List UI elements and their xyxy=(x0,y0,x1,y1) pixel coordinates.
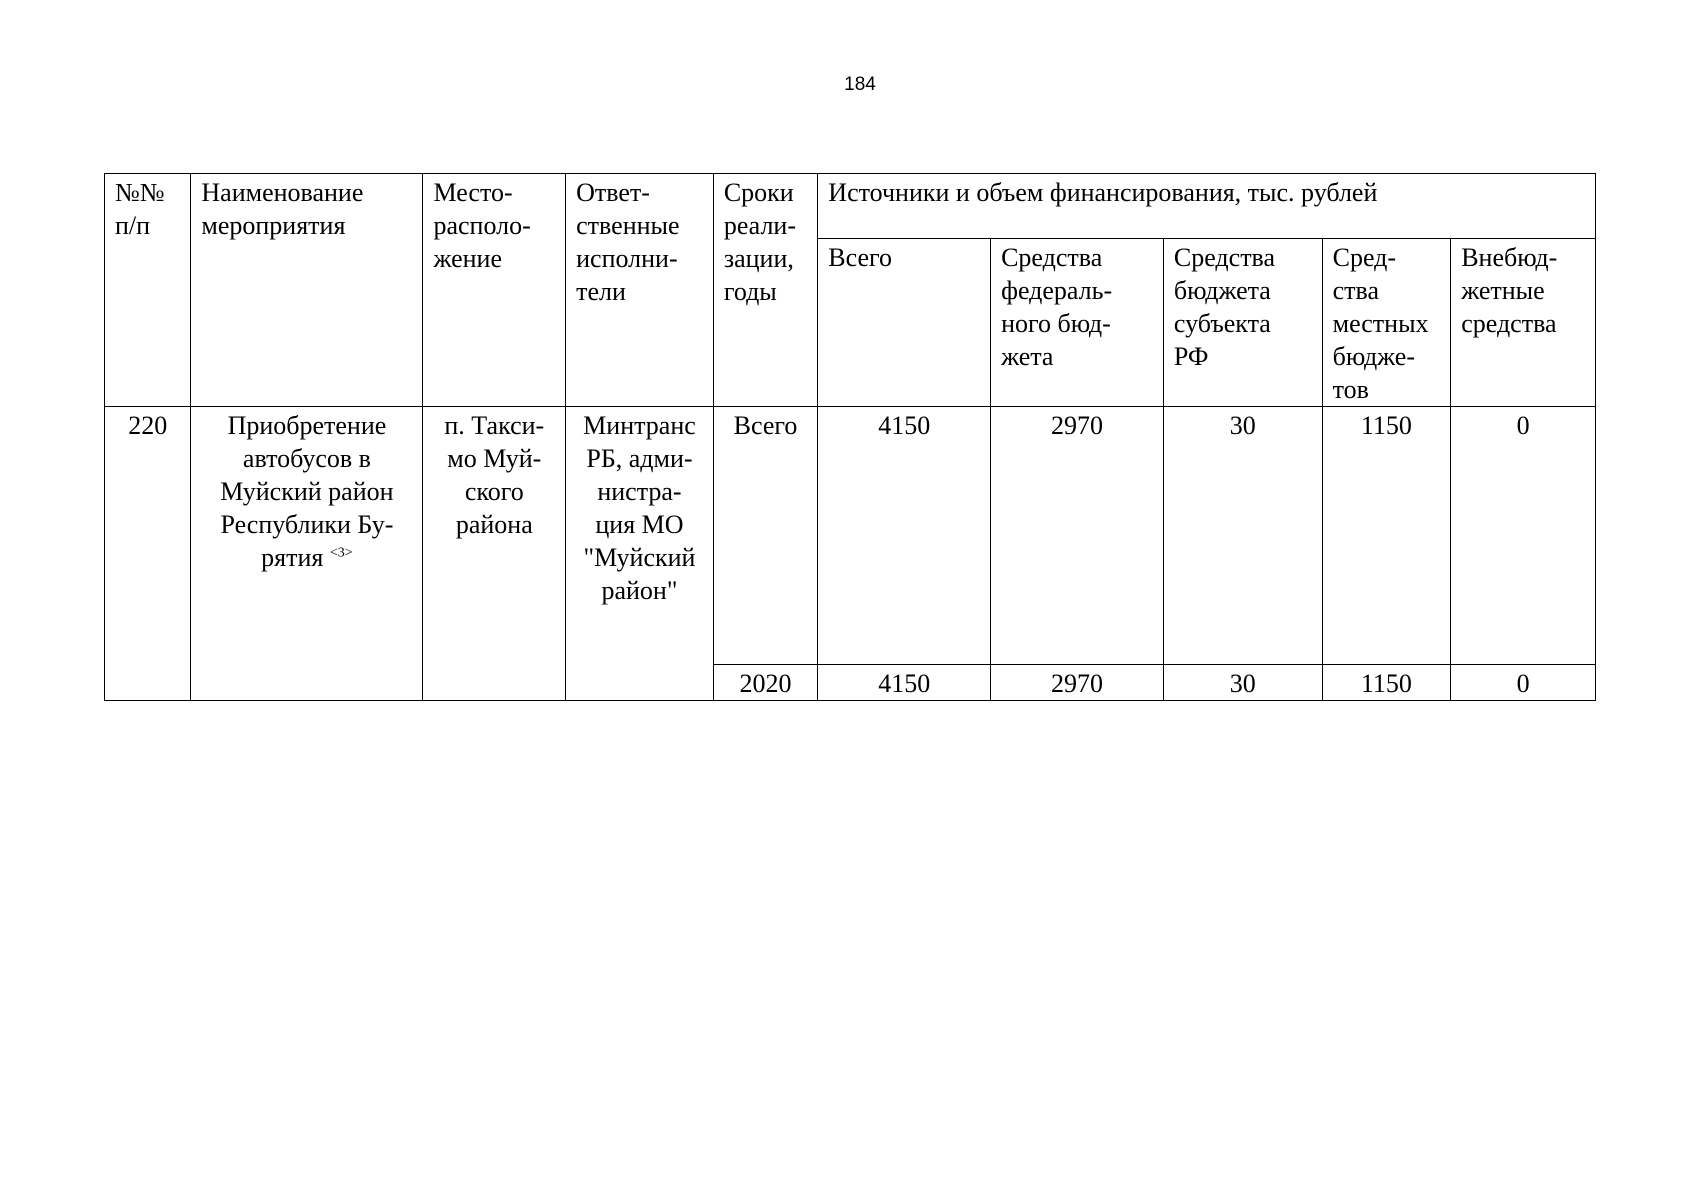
subrow-year-extrabudget: 0 xyxy=(1451,665,1596,701)
header-period: Сроки реали- зации, годы xyxy=(713,174,817,407)
header-extrabudget: Внебюд- жетные средства xyxy=(1451,239,1596,407)
header-location: Место- располо- жение xyxy=(423,174,566,407)
header-regional: Средства бюджета субъекта РФ xyxy=(1163,239,1322,407)
subrow-year-period: 2020 xyxy=(713,665,817,701)
subrow-year-total: 4150 xyxy=(818,665,991,701)
row-responsible: Минтранс РБ, адми- нистра- ция МО "Муйский район" xyxy=(566,407,714,701)
financing-table xyxy=(104,173,1596,701)
header-row-top xyxy=(105,174,1596,239)
header-financing-group: Источники и объем финансирования, тыс. рублей xyxy=(818,174,1596,239)
page-number: 184 xyxy=(844,74,876,95)
subrow-year-local: 1150 xyxy=(1322,665,1451,701)
subrow-year-regional: 30 xyxy=(1163,665,1322,701)
row-name-cell xyxy=(191,407,423,701)
table-row xyxy=(105,407,1596,665)
header-name: Наименование мероприятия xyxy=(191,174,423,407)
subrow-total-local: 1150 xyxy=(1322,407,1451,665)
subrow-total-total: 4150 xyxy=(818,407,991,665)
subrow-total-regional: 30 xyxy=(1163,407,1322,665)
header-federal: Средства федераль- ного бюд- жета xyxy=(991,239,1164,407)
subrow-year-federal: 2970 xyxy=(991,665,1164,701)
footnote-ref: <3> xyxy=(329,545,353,561)
header-total: Всего xyxy=(818,239,991,407)
header-responsible: Ответ- ственные исполни- тели xyxy=(566,174,714,407)
header-num: №№ п/п xyxy=(105,174,191,407)
subrow-total-period: Всего xyxy=(713,407,817,665)
subrow-total-federal: 2970 xyxy=(991,407,1164,665)
row-num: 220 xyxy=(105,407,191,701)
row-name: Приобретение автобусов в Муйский район Республики Бу- рятия xyxy=(220,411,394,572)
row-location: п. Такси- мо Муй- ского района xyxy=(423,407,566,701)
header-local: Сред- ства местных бюдже- тов xyxy=(1322,239,1451,407)
subrow-total-extrabudget: 0 xyxy=(1451,407,1596,665)
